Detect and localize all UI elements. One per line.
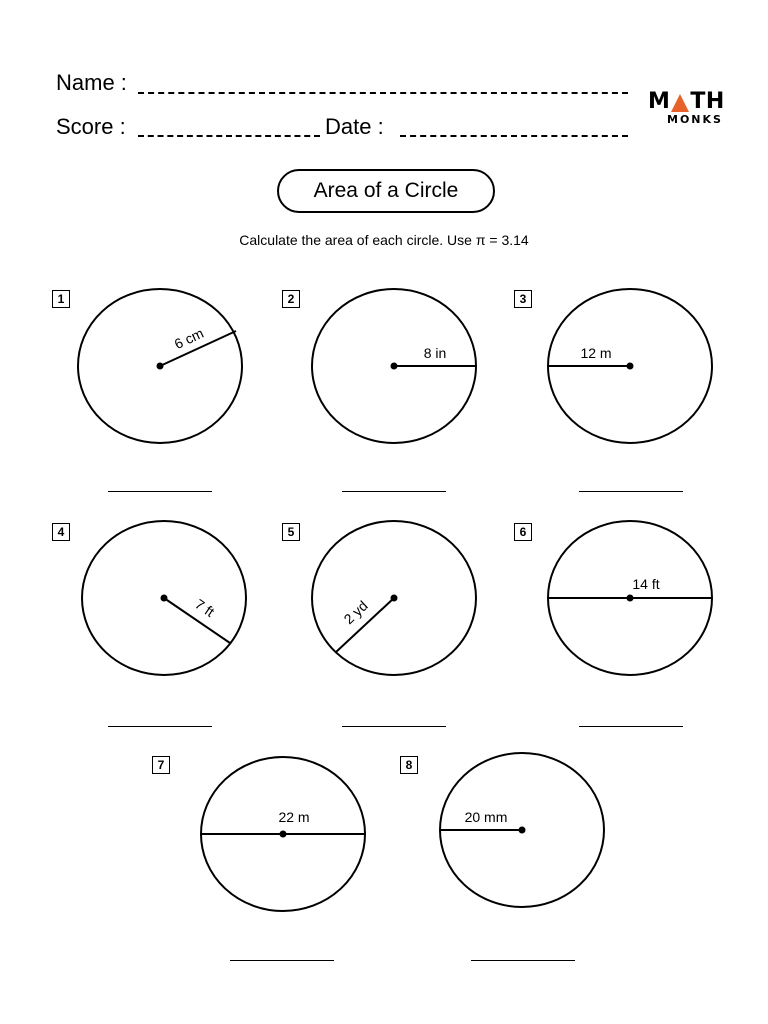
center-dot-8 [519, 827, 526, 834]
score-label: Score : [56, 114, 126, 139]
worksheet-title-text: Area of a Circle [313, 179, 459, 202]
question-number-5: 5 [282, 523, 300, 541]
center-dot-1 [157, 363, 164, 370]
answer-line-4[interactable] [108, 726, 212, 727]
question-number-4: 4 [52, 523, 70, 541]
center-dot-3 [627, 363, 634, 370]
center-dot-6 [627, 595, 634, 602]
answer-line-8[interactable] [471, 960, 575, 961]
instruction-text: Calculate the area of each circle. Use π = 3.14 [239, 232, 529, 248]
center-dot-4 [161, 595, 168, 602]
measure-label-8: 20 mm [464, 809, 508, 825]
date-label: Date : [325, 114, 384, 139]
question-number-3: 3 [514, 290, 532, 308]
answer-line-7[interactable] [230, 960, 334, 961]
measure-label-7: 22 m [278, 809, 310, 825]
center-dot-2 [391, 363, 398, 370]
answer-line-2[interactable] [342, 491, 446, 492]
logo-text-right: TH [690, 89, 725, 114]
question-number-7: 7 [152, 756, 170, 774]
measure-label-2: 8 in [423, 345, 447, 361]
measure-label-3: 12 m [580, 345, 612, 361]
answer-line-6[interactable] [579, 726, 683, 727]
answer-line-1[interactable] [108, 491, 212, 492]
question-number-2: 2 [282, 290, 300, 308]
logo-text-left: M [648, 89, 671, 114]
measure-label-1: 6 cm [171, 324, 207, 353]
question-number-6: 6 [514, 523, 532, 541]
measure-label-4: 7 ft [192, 595, 218, 620]
logo-subtext: MONKS [667, 113, 723, 126]
answer-line-3[interactable] [579, 491, 683, 492]
center-dot-7 [280, 831, 287, 838]
name-label: Name : [56, 70, 127, 95]
measure-label-6: 14 ft [632, 576, 660, 592]
measure-label-5: 2 yd [340, 597, 371, 628]
answer-line-5[interactable] [342, 726, 446, 727]
question-number-8: 8 [400, 756, 418, 774]
center-dot-5 [391, 595, 398, 602]
question-number-1: 1 [52, 290, 70, 308]
